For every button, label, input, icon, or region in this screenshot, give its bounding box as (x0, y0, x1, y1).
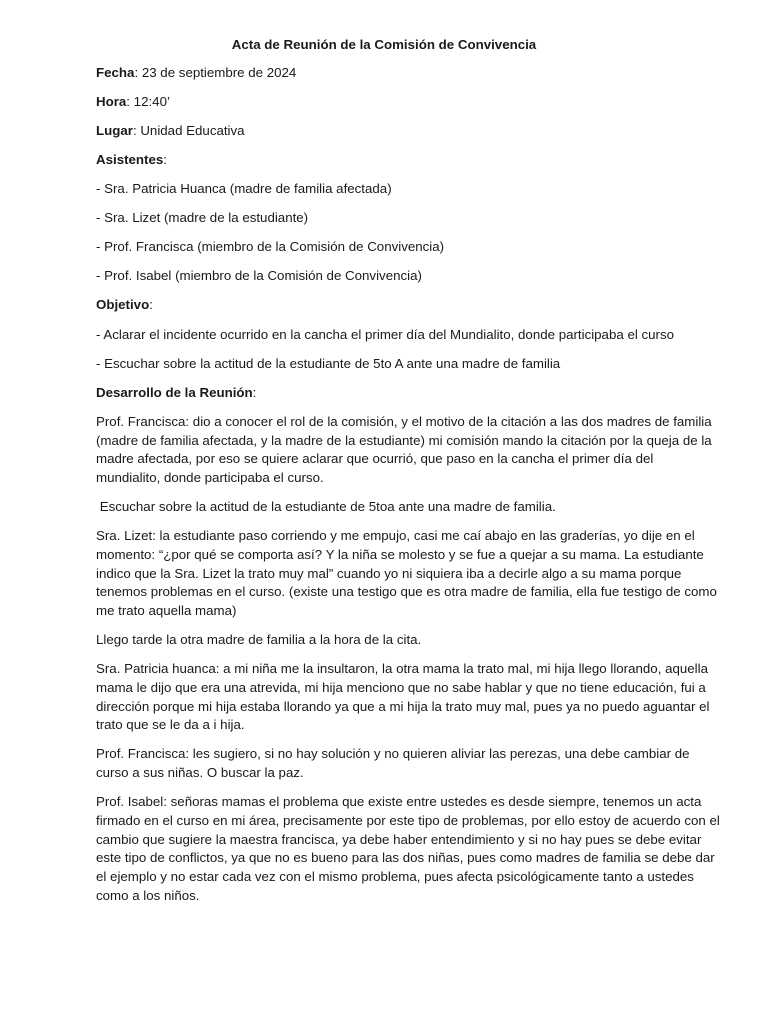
objetivo-item: - Aclarar el incidente ocurrido en la cancha el primer día del Mundialito, donde participaba el curso (96, 326, 674, 342)
hora-value: : 12:40’ (126, 93, 170, 109)
hora-line (96, 93, 720, 112)
fecha-label: Fecha (96, 64, 135, 80)
desarrollo-paragraph: Escuchar sobre la actitud de la estudiante de 5toa ante una madre de familia. (96, 499, 556, 515)
fecha-line (96, 64, 720, 83)
desarrollo-colon: : (252, 384, 257, 400)
lugar-line (96, 122, 720, 141)
desarrollo-heading (96, 384, 720, 403)
asistentes-colon: : (163, 151, 167, 167)
desarrollo-label: Desarrollo de la Reunión (96, 384, 253, 400)
desarrollo-paragraph: Sra. Patricia huanca: a mi niña me la insultaron, la otra mama la trato mal, mi hija llego llorando, aquella mama le dijo que era una atrevida, mi hija menciono que no sabe hablar y que no tiene educación, fui a dirección porque mi hija estaba llorando ya que a mi hija la trato muy mal, pues ya no puedo aguantar el trato que se le da a i hija. (96, 661, 710, 733)
fecha-value: : 23 de septiembre de 2024 (134, 64, 297, 80)
desarrollo-paragraph: Prof. Isabel: señoras mamas el problema que existe entre ustedes es desde siempre, tenemos un acta firmado en el curso en mi área, precisamente por este tipo de problemas, por ello estoy de acuerdo con el cambio que sugiere la maestra francisca, ya debe haber entendimiento y si no hay pues se debe evitar este tipo de conflictos, ya que no es bueno para las dos niñas, pues como madres de familia se debe dar el ejemplo y no estar cada vez con el mismo problema, pues afecta psicológicamente tanto a ustedes como a los niños. (96, 794, 720, 903)
objetivo-label: Objetivo (96, 297, 150, 313)
desarrollo-paragraph: Prof. Francisca: les sugiero, si no hay solución y no quieren aliviar las perezas, una debe cambiar de curso a sus niñas. O buscar la paz. (96, 746, 690, 781)
objetivo-item: - Escuchar sobre la actitud de la estudiante de 5to A ante una madre de familia (96, 355, 561, 371)
asistente-item: - Prof. Isabel (miembro de la Comisión de Convivencia) (96, 268, 422, 284)
objetivo-colon: : (149, 297, 153, 313)
asistentes-label: Asistentes (96, 151, 164, 167)
lugar-value: : Unidad Educativa (132, 122, 245, 138)
asistente-item: - Prof. Francisca (miembro de la Comisión de Convivencia) (96, 239, 445, 255)
objetivo-heading (96, 296, 720, 315)
desarrollo-paragraph: Sra. Lizet: la estudiante paso corriendo y me empujo, casi me caí abajo en las graderías, yo dije en el momento: “¿por qué se comporta así? Y la niña se molesto y se fue a quejar a su mama. La estudiante indico que la Sra. Lizet la trato muy mal” cuando yo ni siquiera iba a decirle algo a su mama porque tenemos problemas en el curso. (existe una testigo que es otra madre de familia, ella fue testigo de como me trato aquella mama) (96, 528, 717, 618)
asistente-item: - Sra. Patricia Huanca (madre de familia afectada) (96, 181, 392, 197)
lugar-label: Lugar (96, 122, 133, 138)
hora-label: Hora (96, 93, 127, 109)
asistentes-heading (96, 151, 720, 170)
desarrollo-paragraph: Prof. Francisca: dio a conocer el rol de la comisión, y el motivo de la citación a las dos madres de familia (madre de familia afectada, y la madre de la estudiante) mi comisión mando la citación por la queja de la madre afectada, por eso se quiere aclarar que ocurrió, que paso en la cancha el primer día del mundialito, donde participaba el curso. (96, 413, 712, 485)
document-title: Acta de Reunión de la Comisión de Convivencia (231, 37, 537, 52)
asistente-item: - Sra. Lizet (madre de la estudiante) (96, 210, 309, 226)
desarrollo-paragraph: Llego tarde la otra madre de familia a la hora de la cita. (96, 632, 422, 648)
